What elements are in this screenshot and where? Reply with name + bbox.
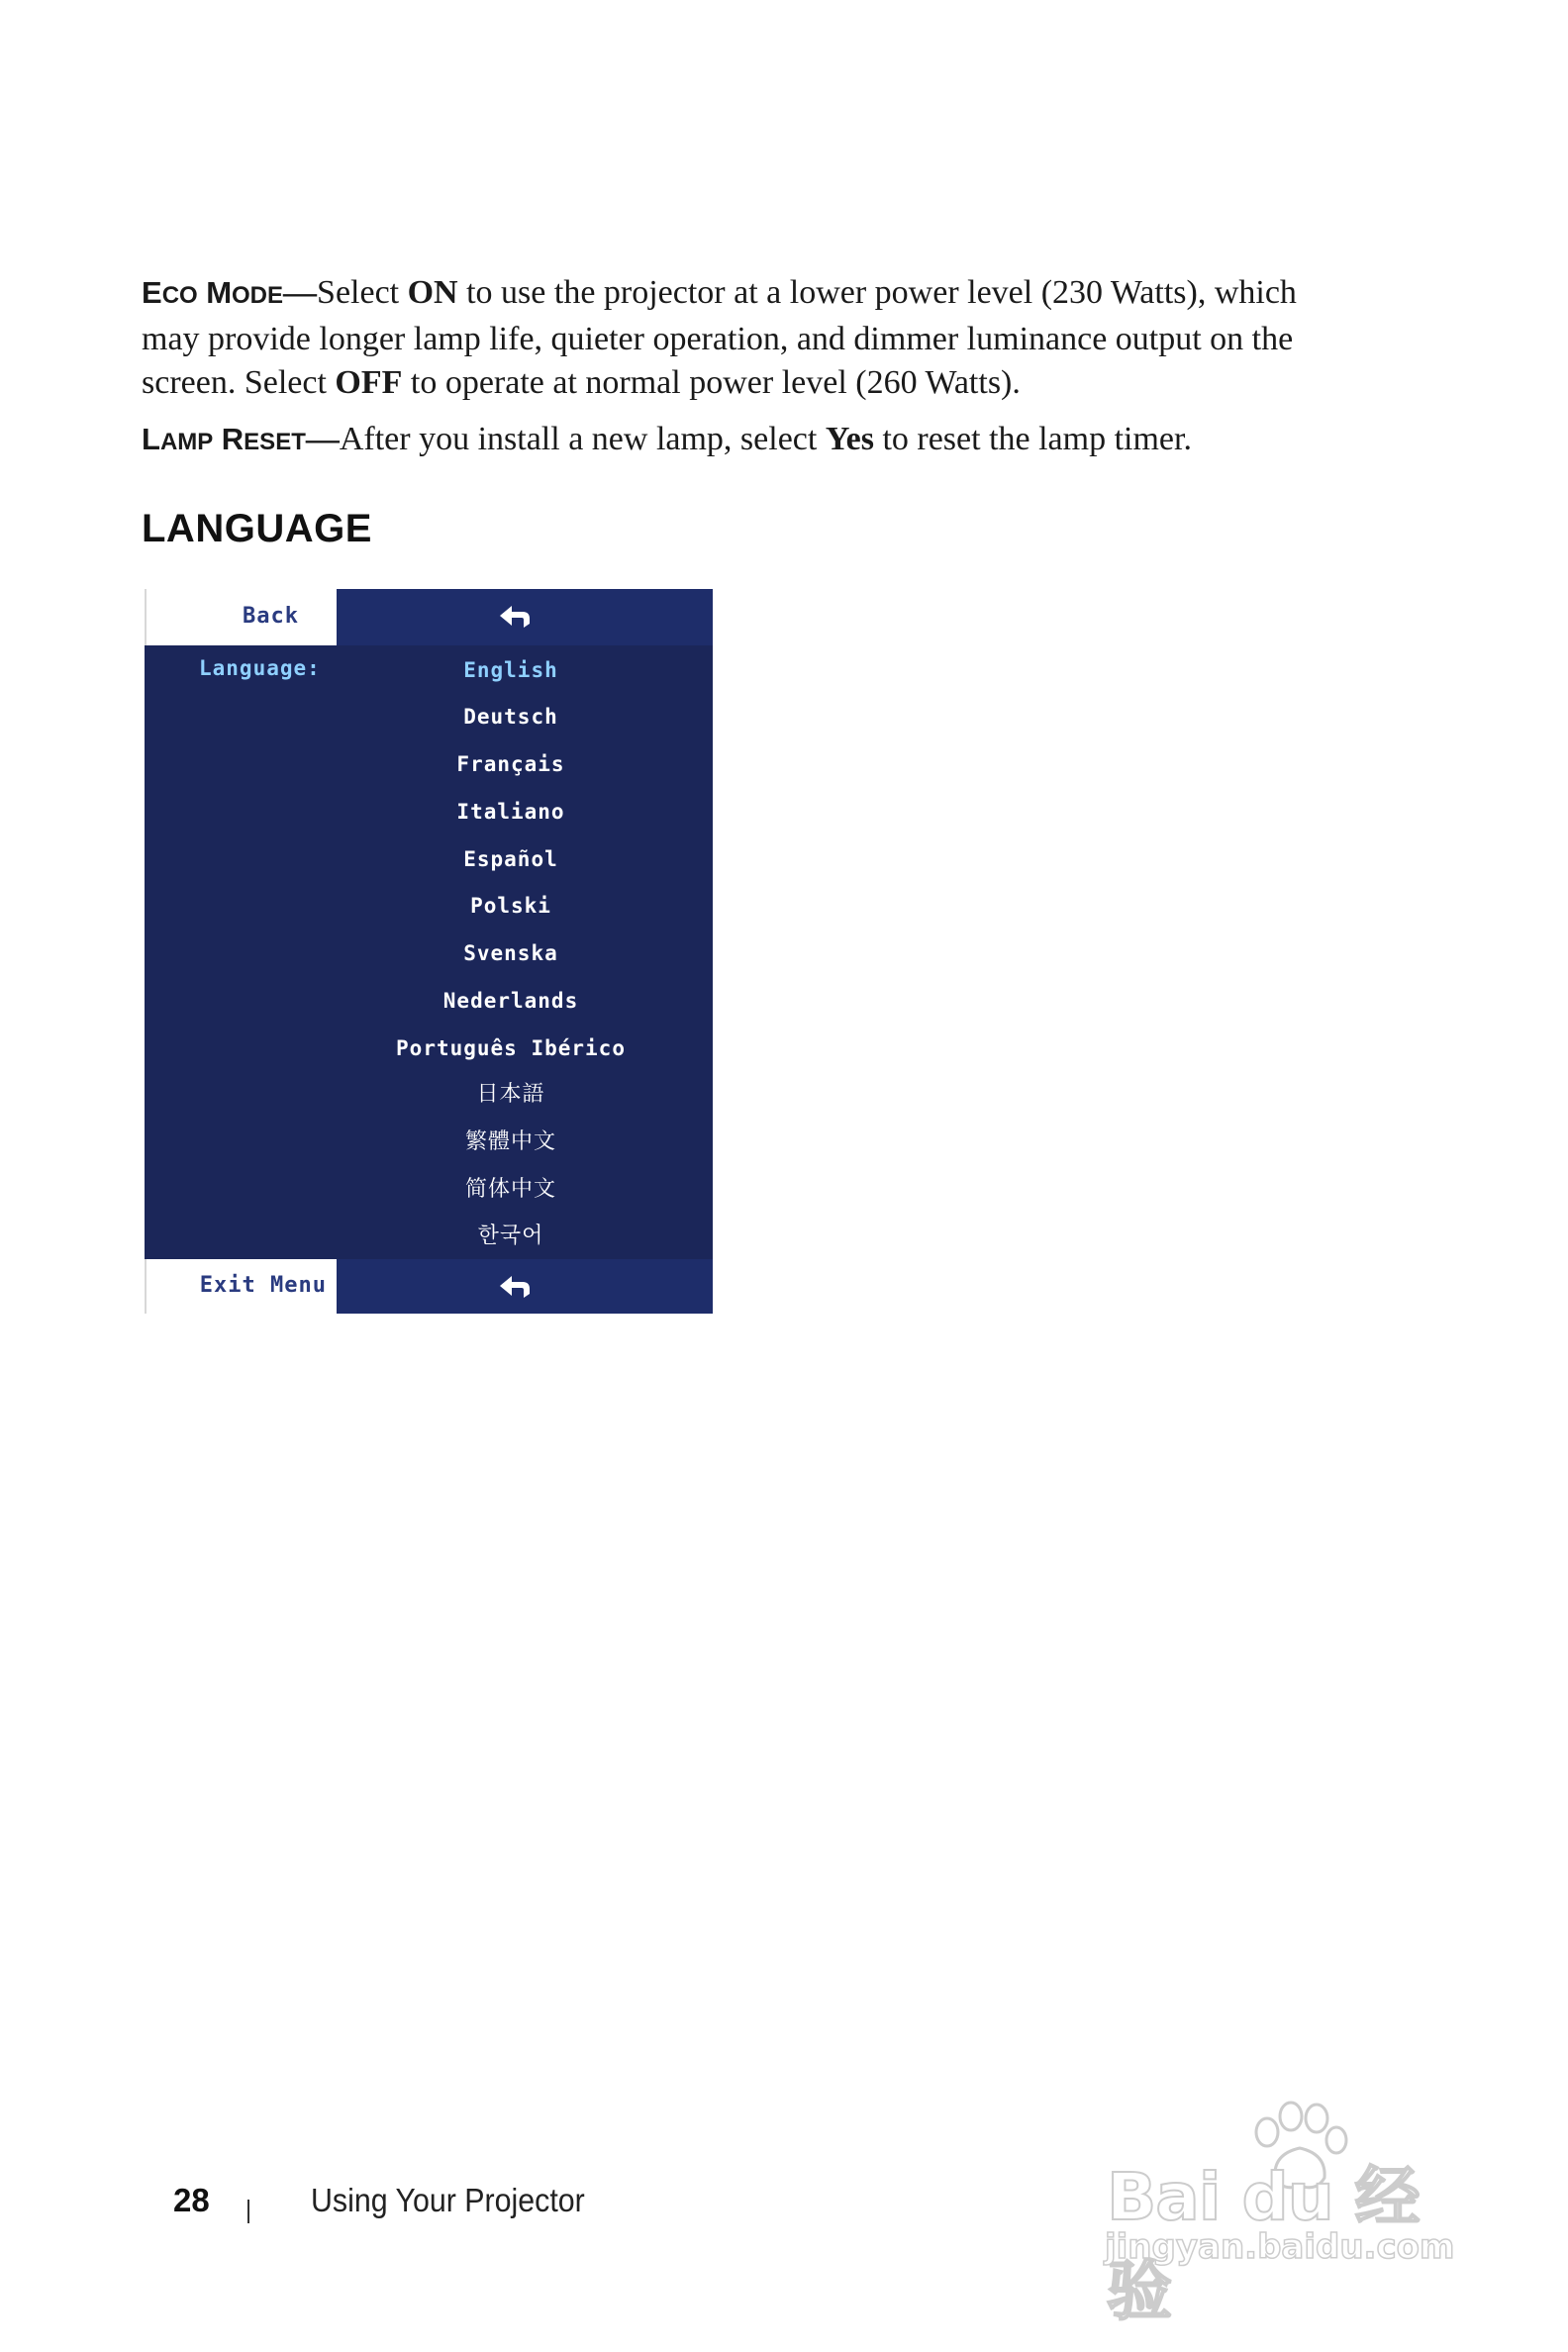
language-osd-menu	[145, 589, 713, 1314]
language-option-francais[interactable]: Français	[456, 752, 565, 776]
language-option-simplified-chinese[interactable]: 简体中文	[464, 1177, 556, 1202]
back-label[interactable]: Back	[243, 604, 299, 629]
language-label: Language:	[199, 656, 321, 680]
language-option-japanese[interactable]: 日本語	[476, 1082, 545, 1107]
baidu-watermark	[1097, 2099, 1473, 2329]
language-option-deutsch[interactable]: Deutsch	[463, 705, 558, 729]
exit-menu-row[interactable]	[145, 1259, 337, 1314]
language-option-polski[interactable]: Polski	[470, 894, 551, 918]
yes-keyword: Yes	[825, 421, 874, 457]
language-option-traditional-chinese[interactable]: 繁體中文	[464, 1129, 556, 1154]
back-icon-cell[interactable]	[337, 589, 713, 645]
section-heading: LANGUAGE	[142, 507, 372, 550]
eco-mode-paragraph: ECO MODE—Select ON to use the projector at a lower power level (230 Watts), which may provide longer lamp life, quieter operation, and dimmer luminance output on the screen. Select OFF to operate at normal power level (260 Watts).	[142, 274, 1297, 401]
footer-separator	[247, 2200, 249, 2223]
exit-menu-label[interactable]: Exit Menu	[199, 1273, 327, 1298]
language-option-english[interactable]: English	[463, 658, 558, 682]
lamp-reset-paragraph: LAMP RESET—After you install a new lamp, select Yes to reset the lamp timer.	[142, 421, 1192, 457]
on-keyword: ON	[407, 274, 458, 311]
language-panel	[145, 645, 713, 1259]
page-number: 28	[173, 2182, 210, 2218]
exit-icon-cell[interactable]	[337, 1259, 713, 1314]
language-option-nederlands[interactable]: Nederlands	[442, 989, 579, 1013]
off-keyword: OFF	[335, 364, 403, 401]
footer-title: Using Your Projector	[311, 2182, 585, 2218]
back-row[interactable]	[145, 589, 337, 645]
watermark-brand: Bai du 经验	[1107, 2159, 1420, 2329]
return-arrow-icon[interactable]	[497, 1272, 533, 1302]
watermark-url: jingyan.baidu.com	[1105, 2227, 1455, 2267]
language-option-italiano[interactable]: Italiano	[456, 800, 565, 824]
language-option-svenska[interactable]: Svenska	[463, 941, 558, 965]
language-option-espanol[interactable]: Español	[463, 847, 558, 871]
eco-mode-term: ECO MODE—	[142, 274, 318, 311]
return-arrow-icon[interactable]	[497, 602, 533, 632]
language-option-portugues[interactable]: Português Ibérico	[396, 1036, 626, 1060]
lamp-reset-term: LAMP RESET—	[142, 421, 340, 457]
language-option-korean[interactable]: 한국어	[477, 1224, 544, 1248]
